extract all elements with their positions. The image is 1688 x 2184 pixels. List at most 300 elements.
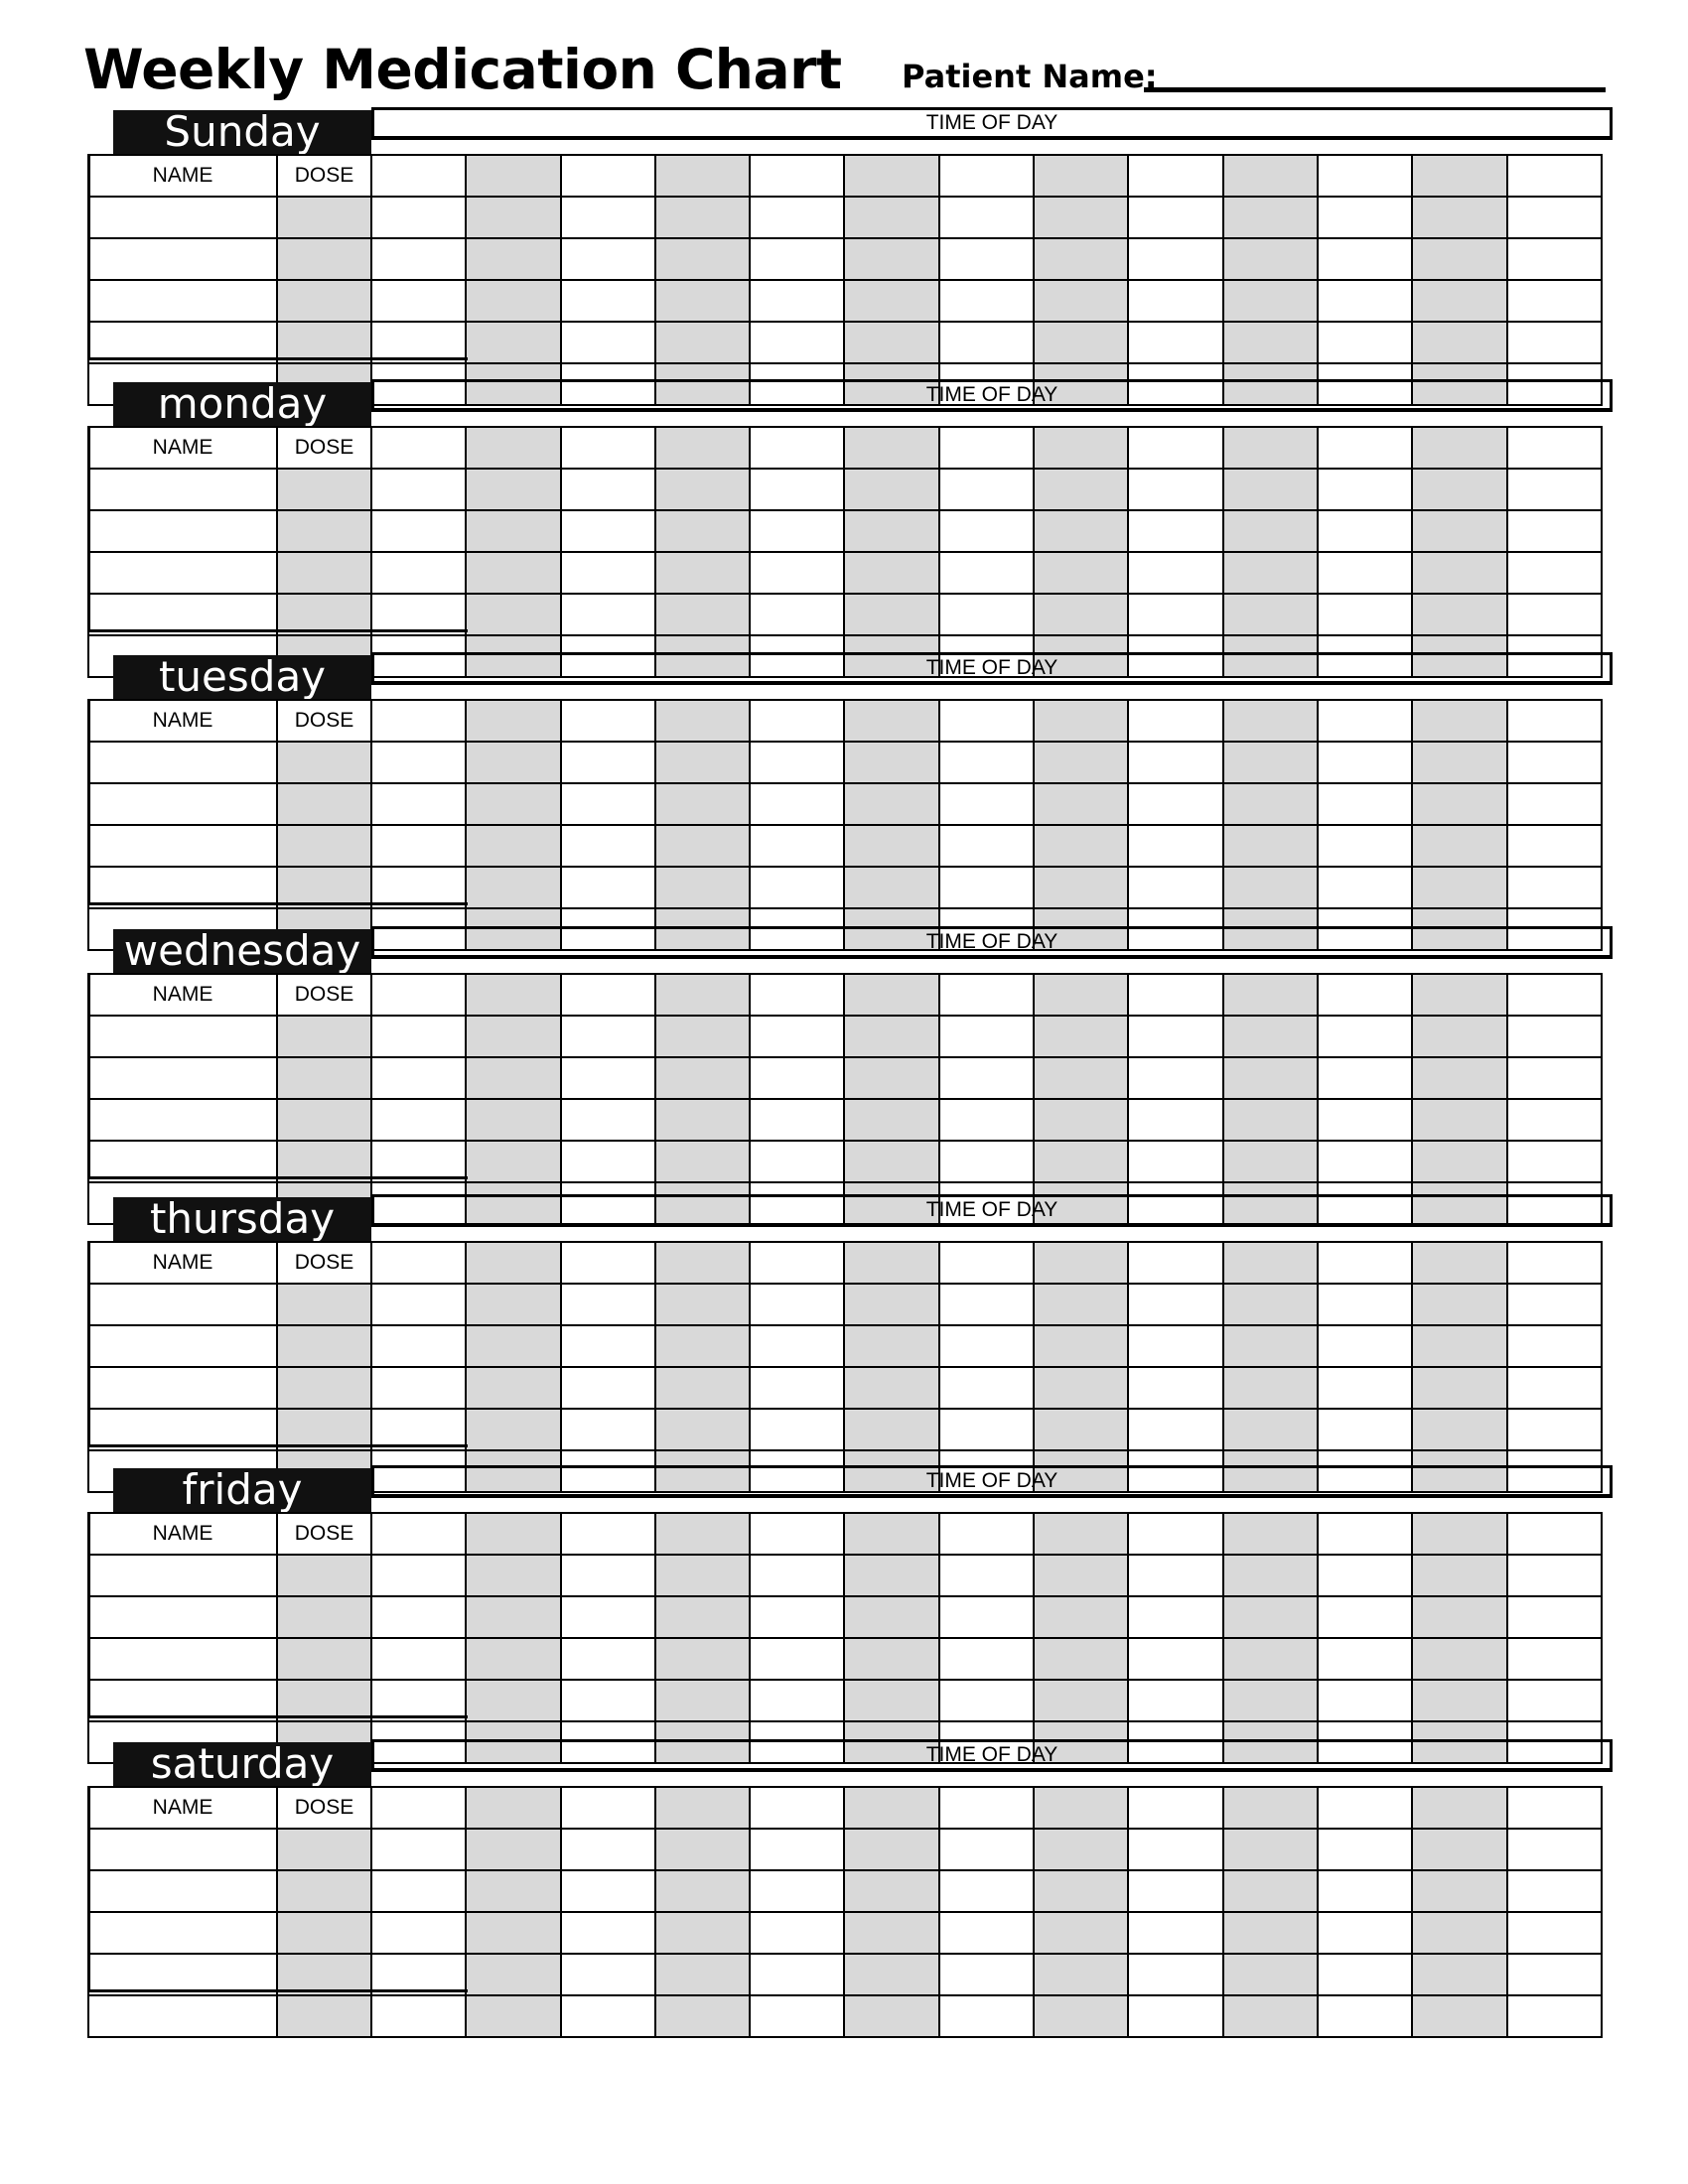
time-slot-cell[interactable] <box>655 155 750 197</box>
time-slot-cell[interactable] <box>1034 238 1128 280</box>
time-slot-cell[interactable] <box>466 1325 560 1367</box>
time-slot-cell[interactable] <box>844 1016 938 1057</box>
time-slot-cell[interactable] <box>1507 322 1602 363</box>
medication-name-cell[interactable] <box>88 1016 277 1057</box>
time-slot-cell[interactable] <box>750 783 844 825</box>
time-slot-cell[interactable] <box>1507 1680 1602 1721</box>
time-slot-cell[interactable] <box>1318 1555 1412 1596</box>
time-slot-cell[interactable] <box>1412 1870 1506 1912</box>
time-slot-cell[interactable] <box>1412 1367 1506 1409</box>
time-slot-cell[interactable] <box>1318 197 1412 238</box>
time-slot-cell[interactable] <box>750 867 844 908</box>
time-slot-cell[interactable] <box>750 1284 844 1325</box>
time-slot-cell[interactable] <box>939 1870 1034 1912</box>
time-slot-cell[interactable] <box>1128 155 1222 197</box>
time-slot-cell[interactable] <box>1128 974 1222 1016</box>
time-slot-cell[interactable] <box>561 1141 655 1182</box>
time-slot-cell[interactable] <box>1128 1513 1222 1555</box>
medication-name-cell[interactable] <box>88 1912 277 1954</box>
time-slot-cell[interactable] <box>1507 1638 1602 1680</box>
time-slot-cell[interactable] <box>1223 1638 1318 1680</box>
time-slot-cell[interactable] <box>939 700 1034 742</box>
time-slot-cell[interactable] <box>1034 1367 1128 1409</box>
time-slot-cell[interactable] <box>371 1680 466 1721</box>
time-slot-cell[interactable] <box>844 427 938 469</box>
time-slot-cell[interactable] <box>1034 322 1128 363</box>
time-slot-cell[interactable] <box>1223 1141 1318 1182</box>
time-slot-cell[interactable] <box>1128 1787 1222 1829</box>
time-slot-cell[interactable] <box>844 594 938 635</box>
time-slot-cell[interactable] <box>466 469 560 510</box>
time-slot-cell[interactable] <box>1034 469 1128 510</box>
time-slot-cell[interactable] <box>844 1912 938 1954</box>
time-slot-cell[interactable] <box>655 510 750 552</box>
time-slot-cell[interactable] <box>655 469 750 510</box>
time-slot-cell[interactable] <box>1223 974 1318 1016</box>
time-slot-cell[interactable] <box>750 322 844 363</box>
time-slot-cell[interactable] <box>844 1141 938 1182</box>
time-slot-cell[interactable] <box>1318 1995 1412 2037</box>
time-slot-cell[interactable] <box>371 1829 466 1870</box>
time-slot-cell[interactable] <box>844 1680 938 1721</box>
time-slot-cell[interactable] <box>1223 155 1318 197</box>
time-slot-cell[interactable] <box>1034 1513 1128 1555</box>
time-slot-cell[interactable] <box>939 742 1034 783</box>
time-slot-cell[interactable] <box>371 1596 466 1638</box>
time-slot-cell[interactable] <box>655 1242 750 1284</box>
medication-dose-cell[interactable] <box>277 825 371 867</box>
time-slot-cell[interactable] <box>1223 1367 1318 1409</box>
medication-dose-cell[interactable] <box>277 1638 371 1680</box>
medication-name-cell[interactable] <box>88 552 277 594</box>
time-slot-cell[interactable] <box>844 1513 938 1555</box>
time-slot-cell[interactable] <box>1507 510 1602 552</box>
medication-name-cell[interactable] <box>88 238 277 280</box>
time-slot-cell[interactable] <box>1034 742 1128 783</box>
time-slot-cell[interactable] <box>371 238 466 280</box>
time-slot-cell[interactable] <box>655 1638 750 1680</box>
time-slot-cell[interactable] <box>655 867 750 908</box>
time-slot-cell[interactable] <box>1412 1555 1506 1596</box>
time-slot-cell[interactable] <box>1223 1995 1318 2037</box>
time-slot-cell[interactable] <box>371 742 466 783</box>
time-slot-cell[interactable] <box>1128 742 1222 783</box>
time-slot-cell[interactable] <box>1223 552 1318 594</box>
medication-name-cell[interactable] <box>88 1099 277 1141</box>
time-slot-cell[interactable] <box>939 280 1034 322</box>
time-slot-cell[interactable] <box>371 594 466 635</box>
time-slot-cell[interactable] <box>371 1057 466 1099</box>
time-slot-cell[interactable] <box>466 1870 560 1912</box>
time-slot-cell[interactable] <box>1128 1016 1222 1057</box>
time-slot-cell[interactable] <box>750 1016 844 1057</box>
time-slot-cell[interactable] <box>371 1912 466 1954</box>
time-slot-cell[interactable] <box>561 1870 655 1912</box>
time-slot-cell[interactable] <box>1223 742 1318 783</box>
medication-dose-cell[interactable] <box>277 322 371 363</box>
time-slot-cell[interactable] <box>1034 280 1128 322</box>
medication-name-cell[interactable] <box>88 1954 277 1995</box>
time-slot-cell[interactable] <box>561 427 655 469</box>
time-slot-cell[interactable] <box>1034 825 1128 867</box>
time-slot-cell[interactable] <box>844 1325 938 1367</box>
time-slot-cell[interactable] <box>844 867 938 908</box>
medication-name-cell[interactable] <box>88 1680 277 1721</box>
time-slot-cell[interactable] <box>371 1367 466 1409</box>
medication-name-cell[interactable] <box>88 1995 277 2037</box>
time-slot-cell[interactable] <box>1318 1596 1412 1638</box>
medication-dose-cell[interactable] <box>277 510 371 552</box>
time-slot-cell[interactable] <box>1034 1016 1128 1057</box>
time-slot-cell[interactable] <box>844 1057 938 1099</box>
time-slot-cell[interactable] <box>1034 1596 1128 1638</box>
time-slot-cell[interactable] <box>655 1367 750 1409</box>
time-slot-cell[interactable] <box>1034 1680 1128 1721</box>
time-slot-cell[interactable] <box>1507 1057 1602 1099</box>
time-slot-cell[interactable] <box>844 238 938 280</box>
medication-name-cell[interactable] <box>88 1555 277 1596</box>
medication-name-cell[interactable] <box>88 825 277 867</box>
time-slot-cell[interactable] <box>1412 1995 1506 2037</box>
time-slot-cell[interactable] <box>939 552 1034 594</box>
time-slot-cell[interactable] <box>750 825 844 867</box>
time-slot-cell[interactable] <box>1318 974 1412 1016</box>
time-slot-cell[interactable] <box>371 1638 466 1680</box>
time-slot-cell[interactable] <box>1034 1787 1128 1829</box>
time-slot-cell[interactable] <box>466 1596 560 1638</box>
time-slot-cell[interactable] <box>750 1638 844 1680</box>
time-slot-cell[interactable] <box>1507 469 1602 510</box>
time-slot-cell[interactable] <box>655 1870 750 1912</box>
time-slot-cell[interactable] <box>1412 1141 1506 1182</box>
time-slot-cell[interactable] <box>655 1284 750 1325</box>
time-slot-cell[interactable] <box>561 510 655 552</box>
time-slot-cell[interactable] <box>1034 1099 1128 1141</box>
time-slot-cell[interactable] <box>1223 1057 1318 1099</box>
time-slot-cell[interactable] <box>1318 1829 1412 1870</box>
time-slot-cell[interactable] <box>561 1995 655 2037</box>
time-slot-cell[interactable] <box>939 427 1034 469</box>
medication-dose-cell[interactable] <box>277 783 371 825</box>
time-slot-cell[interactable] <box>1223 1912 1318 1954</box>
time-slot-cell[interactable] <box>561 1829 655 1870</box>
time-slot-cell[interactable] <box>750 1242 844 1284</box>
time-slot-cell[interactable] <box>1128 1325 1222 1367</box>
time-slot-cell[interactable] <box>1128 1057 1222 1099</box>
time-slot-cell[interactable] <box>1128 197 1222 238</box>
time-slot-cell[interactable] <box>1034 1555 1128 1596</box>
time-slot-cell[interactable] <box>844 510 938 552</box>
time-slot-cell[interactable] <box>371 1016 466 1057</box>
time-slot-cell[interactable] <box>466 1099 560 1141</box>
time-slot-cell[interactable] <box>844 1242 938 1284</box>
time-slot-cell[interactable] <box>655 1513 750 1555</box>
time-slot-cell[interactable] <box>844 1638 938 1680</box>
time-slot-cell[interactable] <box>1318 700 1412 742</box>
time-slot-cell[interactable] <box>1223 1409 1318 1450</box>
time-slot-cell[interactable] <box>561 1409 655 1450</box>
time-slot-cell[interactable] <box>1034 552 1128 594</box>
time-slot-cell[interactable] <box>561 1057 655 1099</box>
time-slot-cell[interactable] <box>939 1513 1034 1555</box>
time-slot-cell[interactable] <box>466 510 560 552</box>
time-slot-cell[interactable] <box>1507 1367 1602 1409</box>
time-slot-cell[interactable] <box>939 783 1034 825</box>
time-slot-cell[interactable] <box>1034 1284 1128 1325</box>
time-slot-cell[interactable] <box>371 1141 466 1182</box>
time-slot-cell[interactable] <box>655 700 750 742</box>
time-slot-cell[interactable] <box>655 594 750 635</box>
medication-dose-cell[interactable] <box>277 1912 371 1954</box>
time-slot-cell[interactable] <box>561 280 655 322</box>
time-slot-cell[interactable] <box>1412 594 1506 635</box>
medication-name-cell[interactable] <box>88 594 277 635</box>
time-slot-cell[interactable] <box>1412 783 1506 825</box>
time-slot-cell[interactable] <box>939 1057 1034 1099</box>
time-slot-cell[interactable] <box>1318 1325 1412 1367</box>
time-slot-cell[interactable] <box>1318 1016 1412 1057</box>
time-slot-cell[interactable] <box>1223 825 1318 867</box>
time-slot-cell[interactable] <box>561 155 655 197</box>
time-slot-cell[interactable] <box>371 280 466 322</box>
time-slot-cell[interactable] <box>1507 1912 1602 1954</box>
time-slot-cell[interactable] <box>750 742 844 783</box>
time-slot-cell[interactable] <box>655 197 750 238</box>
time-slot-cell[interactable] <box>371 783 466 825</box>
medication-dose-cell[interactable] <box>277 1555 371 1596</box>
time-slot-cell[interactable] <box>939 594 1034 635</box>
time-slot-cell[interactable] <box>371 1409 466 1450</box>
time-slot-cell[interactable] <box>1507 280 1602 322</box>
time-slot-cell[interactable] <box>371 197 466 238</box>
time-slot-cell[interactable] <box>1507 1513 1602 1555</box>
time-slot-cell[interactable] <box>466 1284 560 1325</box>
time-slot-cell[interactable] <box>750 1680 844 1721</box>
time-slot-cell[interactable] <box>655 974 750 1016</box>
medication-dose-cell[interactable] <box>277 552 371 594</box>
time-slot-cell[interactable] <box>1412 322 1506 363</box>
time-slot-cell[interactable] <box>655 1680 750 1721</box>
time-slot-cell[interactable] <box>371 155 466 197</box>
time-slot-cell[interactable] <box>1507 1829 1602 1870</box>
time-slot-cell[interactable] <box>844 1829 938 1870</box>
time-slot-cell[interactable] <box>1128 280 1222 322</box>
time-slot-cell[interactable] <box>1034 1912 1128 1954</box>
medication-name-cell[interactable] <box>88 1284 277 1325</box>
time-slot-cell[interactable] <box>1128 552 1222 594</box>
time-slot-cell[interactable] <box>1128 1638 1222 1680</box>
time-slot-cell[interactable] <box>1128 1596 1222 1638</box>
time-slot-cell[interactable] <box>1318 1870 1412 1912</box>
time-slot-cell[interactable] <box>750 510 844 552</box>
time-slot-cell[interactable] <box>939 867 1034 908</box>
time-slot-cell[interactable] <box>655 1787 750 1829</box>
medication-dose-cell[interactable] <box>277 238 371 280</box>
time-slot-cell[interactable] <box>561 1912 655 1954</box>
time-slot-cell[interactable] <box>561 469 655 510</box>
time-slot-cell[interactable] <box>1223 1513 1318 1555</box>
time-slot-cell[interactable] <box>466 238 560 280</box>
time-slot-cell[interactable] <box>1318 469 1412 510</box>
time-slot-cell[interactable] <box>1412 1680 1506 1721</box>
time-slot-cell[interactable] <box>1034 1829 1128 1870</box>
time-slot-cell[interactable] <box>1412 1596 1506 1638</box>
time-slot-cell[interactable] <box>371 510 466 552</box>
time-slot-cell[interactable] <box>371 552 466 594</box>
time-slot-cell[interactable] <box>561 974 655 1016</box>
time-slot-cell[interactable] <box>561 1016 655 1057</box>
time-slot-cell[interactable] <box>371 1995 466 2037</box>
time-slot-cell[interactable] <box>371 1284 466 1325</box>
time-slot-cell[interactable] <box>371 1954 466 1995</box>
time-slot-cell[interactable] <box>466 280 560 322</box>
time-slot-cell[interactable] <box>750 280 844 322</box>
time-slot-cell[interactable] <box>1318 594 1412 635</box>
time-slot-cell[interactable] <box>1223 783 1318 825</box>
medication-name-cell[interactable] <box>88 1870 277 1912</box>
time-slot-cell[interactable] <box>750 1596 844 1638</box>
time-slot-cell[interactable] <box>561 783 655 825</box>
time-slot-cell[interactable] <box>1128 427 1222 469</box>
time-slot-cell[interactable] <box>561 1099 655 1141</box>
time-slot-cell[interactable] <box>1318 1409 1412 1450</box>
time-slot-cell[interactable] <box>466 1513 560 1555</box>
time-slot-cell[interactable] <box>750 1912 844 1954</box>
medication-dose-cell[interactable] <box>277 742 371 783</box>
time-slot-cell[interactable] <box>466 867 560 908</box>
time-slot-cell[interactable] <box>939 155 1034 197</box>
time-slot-cell[interactable] <box>1507 1596 1602 1638</box>
time-slot-cell[interactable] <box>466 1141 560 1182</box>
medication-dose-cell[interactable] <box>277 1596 371 1638</box>
time-slot-cell[interactable] <box>1318 238 1412 280</box>
time-slot-cell[interactable] <box>1223 1596 1318 1638</box>
medication-dose-cell[interactable] <box>277 1367 371 1409</box>
time-slot-cell[interactable] <box>1412 280 1506 322</box>
time-slot-cell[interactable] <box>1318 427 1412 469</box>
time-slot-cell[interactable] <box>1128 594 1222 635</box>
time-slot-cell[interactable] <box>1128 1555 1222 1596</box>
time-slot-cell[interactable] <box>655 238 750 280</box>
time-slot-cell[interactable] <box>1034 1954 1128 1995</box>
time-slot-cell[interactable] <box>939 1555 1034 1596</box>
time-slot-cell[interactable] <box>939 1995 1034 2037</box>
time-slot-cell[interactable] <box>1223 1099 1318 1141</box>
time-slot-cell[interactable] <box>750 1099 844 1141</box>
time-slot-cell[interactable] <box>939 1409 1034 1450</box>
time-slot-cell[interactable] <box>1412 197 1506 238</box>
time-slot-cell[interactable] <box>1034 974 1128 1016</box>
time-slot-cell[interactable] <box>1412 1325 1506 1367</box>
time-slot-cell[interactable] <box>1318 1954 1412 1995</box>
time-slot-cell[interactable] <box>750 552 844 594</box>
medication-dose-cell[interactable] <box>277 1680 371 1721</box>
time-slot-cell[interactable] <box>844 974 938 1016</box>
time-slot-cell[interactable] <box>1412 974 1506 1016</box>
time-slot-cell[interactable] <box>939 1954 1034 1995</box>
time-slot-cell[interactable] <box>1507 1141 1602 1182</box>
time-slot-cell[interactable] <box>750 1954 844 1995</box>
time-slot-cell[interactable] <box>1128 510 1222 552</box>
time-slot-cell[interactable] <box>1412 1638 1506 1680</box>
medication-name-cell[interactable] <box>88 1409 277 1450</box>
medication-dose-cell[interactable] <box>277 197 371 238</box>
time-slot-cell[interactable] <box>1318 1680 1412 1721</box>
time-slot-cell[interactable] <box>1128 867 1222 908</box>
time-slot-cell[interactable] <box>1507 1555 1602 1596</box>
time-slot-cell[interactable] <box>750 1787 844 1829</box>
time-slot-cell[interactable] <box>1128 1954 1222 1995</box>
time-slot-cell[interactable] <box>655 322 750 363</box>
time-slot-cell[interactable] <box>1412 742 1506 783</box>
time-slot-cell[interactable] <box>939 469 1034 510</box>
time-slot-cell[interactable] <box>1507 1409 1602 1450</box>
time-slot-cell[interactable] <box>655 1325 750 1367</box>
time-slot-cell[interactable] <box>939 825 1034 867</box>
time-slot-cell[interactable] <box>1412 552 1506 594</box>
time-slot-cell[interactable] <box>1507 1099 1602 1141</box>
time-slot-cell[interactable] <box>1507 783 1602 825</box>
medication-name-cell[interactable] <box>88 197 277 238</box>
time-slot-cell[interactable] <box>750 1870 844 1912</box>
time-slot-cell[interactable] <box>1128 1409 1222 1450</box>
time-slot-cell[interactable] <box>939 1284 1034 1325</box>
medication-dose-cell[interactable] <box>277 1325 371 1367</box>
time-slot-cell[interactable] <box>1507 1787 1602 1829</box>
time-slot-cell[interactable] <box>750 197 844 238</box>
time-slot-cell[interactable] <box>1128 1242 1222 1284</box>
time-slot-cell[interactable] <box>1128 1099 1222 1141</box>
time-slot-cell[interactable] <box>655 1409 750 1450</box>
time-slot-cell[interactable] <box>561 1284 655 1325</box>
time-slot-cell[interactable] <box>844 1409 938 1450</box>
time-slot-cell[interactable] <box>371 974 466 1016</box>
time-slot-cell[interactable] <box>466 1016 560 1057</box>
time-slot-cell[interactable] <box>750 1829 844 1870</box>
time-slot-cell[interactable] <box>371 867 466 908</box>
time-slot-cell[interactable] <box>1412 1099 1506 1141</box>
time-slot-cell[interactable] <box>561 742 655 783</box>
time-slot-cell[interactable] <box>750 594 844 635</box>
time-slot-cell[interactable] <box>371 1787 466 1829</box>
time-slot-cell[interactable] <box>466 974 560 1016</box>
time-slot-cell[interactable] <box>1507 1870 1602 1912</box>
medication-dose-cell[interactable] <box>277 1141 371 1182</box>
time-slot-cell[interactable] <box>750 1325 844 1367</box>
medication-dose-cell[interactable] <box>277 1829 371 1870</box>
time-slot-cell[interactable] <box>1318 1141 1412 1182</box>
time-slot-cell[interactable] <box>1412 1284 1506 1325</box>
time-slot-cell[interactable] <box>466 1954 560 1995</box>
time-slot-cell[interactable] <box>844 1870 938 1912</box>
time-slot-cell[interactable] <box>750 1513 844 1555</box>
time-slot-cell[interactable] <box>1412 700 1506 742</box>
time-slot-cell[interactable] <box>1318 322 1412 363</box>
time-slot-cell[interactable] <box>1034 1242 1128 1284</box>
time-slot-cell[interactable] <box>1128 1912 1222 1954</box>
time-slot-cell[interactable] <box>1507 1284 1602 1325</box>
time-slot-cell[interactable] <box>1412 1409 1506 1450</box>
time-slot-cell[interactable] <box>1412 1513 1506 1555</box>
time-slot-cell[interactable] <box>1128 469 1222 510</box>
time-slot-cell[interactable] <box>844 469 938 510</box>
time-slot-cell[interactable] <box>1034 1870 1128 1912</box>
time-slot-cell[interactable] <box>1034 1409 1128 1450</box>
medication-name-cell[interactable] <box>88 1596 277 1638</box>
time-slot-cell[interactable] <box>1318 1284 1412 1325</box>
medication-dose-cell[interactable] <box>277 1995 371 2037</box>
time-slot-cell[interactable] <box>1223 1284 1318 1325</box>
